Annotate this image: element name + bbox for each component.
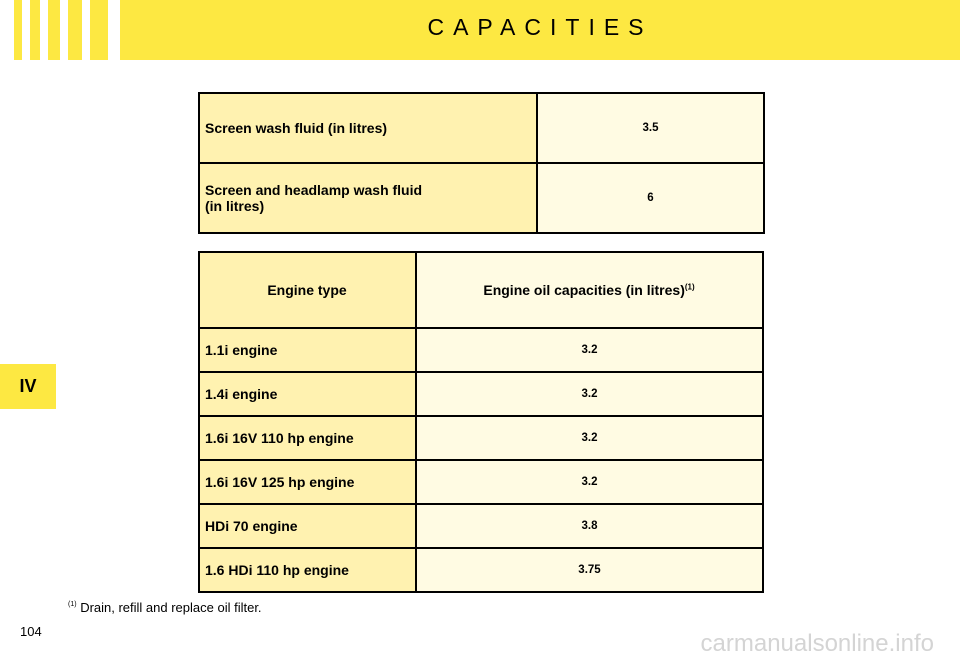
label-line: (in litres) — [205, 198, 265, 214]
capacity-cell: 3.2 — [416, 460, 763, 504]
header-stripes — [0, 0, 120, 60]
capacity-cell: 3.8 — [416, 504, 763, 548]
label-line: Screen and headlamp wash fluid — [205, 182, 423, 198]
page-number: 104 — [20, 624, 42, 639]
wash-value: 3.5 — [537, 93, 764, 163]
page-title: CAPACITIES — [427, 14, 653, 40]
engine-cell: 1.6 HDi 110 hp engine — [199, 548, 416, 592]
engine-cell: 1.4i engine — [199, 372, 416, 416]
footnote-marker: (1) — [68, 601, 77, 608]
table-row — [199, 328, 763, 372]
engine-type-header: Engine type — [199, 252, 416, 328]
table-row — [199, 372, 763, 416]
stripe — [14, 0, 22, 60]
header-band — [0, 0, 960, 60]
oil-capacity-table — [198, 251, 764, 593]
footnote-ref: (1) — [684, 282, 695, 292]
capacity-cell: 3.2 — [416, 372, 763, 416]
table-row — [199, 504, 763, 548]
engine-cell: 1.6i 16V 125 hp engine — [199, 460, 416, 504]
capacity-cell: 3.75 — [416, 548, 763, 592]
chapter-tab: IV — [0, 364, 56, 409]
oil-capacity-header — [416, 252, 763, 328]
headlamp-wash-label — [199, 163, 537, 233]
footnote — [68, 600, 262, 615]
stripe — [48, 0, 60, 60]
engine-cell: 1.6i 16V 110 hp engine — [199, 416, 416, 460]
table-header-row — [199, 252, 763, 328]
stripe — [30, 0, 40, 60]
stripe — [90, 0, 108, 60]
footnote-text: Drain, refill and replace oil filter. — [80, 600, 262, 615]
capacity-cell: 3.2 — [416, 416, 763, 460]
table-row — [199, 416, 763, 460]
stripe — [68, 0, 82, 60]
oil-capacity-header-text: Engine oil capacities (in litres) — [483, 282, 685, 298]
table-row — [199, 93, 764, 163]
table-row — [199, 460, 763, 504]
wash-fluid-table — [198, 92, 765, 234]
table-row — [199, 548, 763, 592]
table-row — [199, 163, 764, 233]
engine-cell: 1.1i engine — [199, 328, 416, 372]
capacity-cell: 3.2 — [416, 328, 763, 372]
watermark: carmanualsonline.info — [700, 630, 934, 657]
headlamp-wash-value: 6 — [537, 163, 764, 233]
engine-cell: HDi 70 engine — [199, 504, 416, 548]
wash-label: Screen wash fluid (in litres) — [199, 93, 537, 163]
